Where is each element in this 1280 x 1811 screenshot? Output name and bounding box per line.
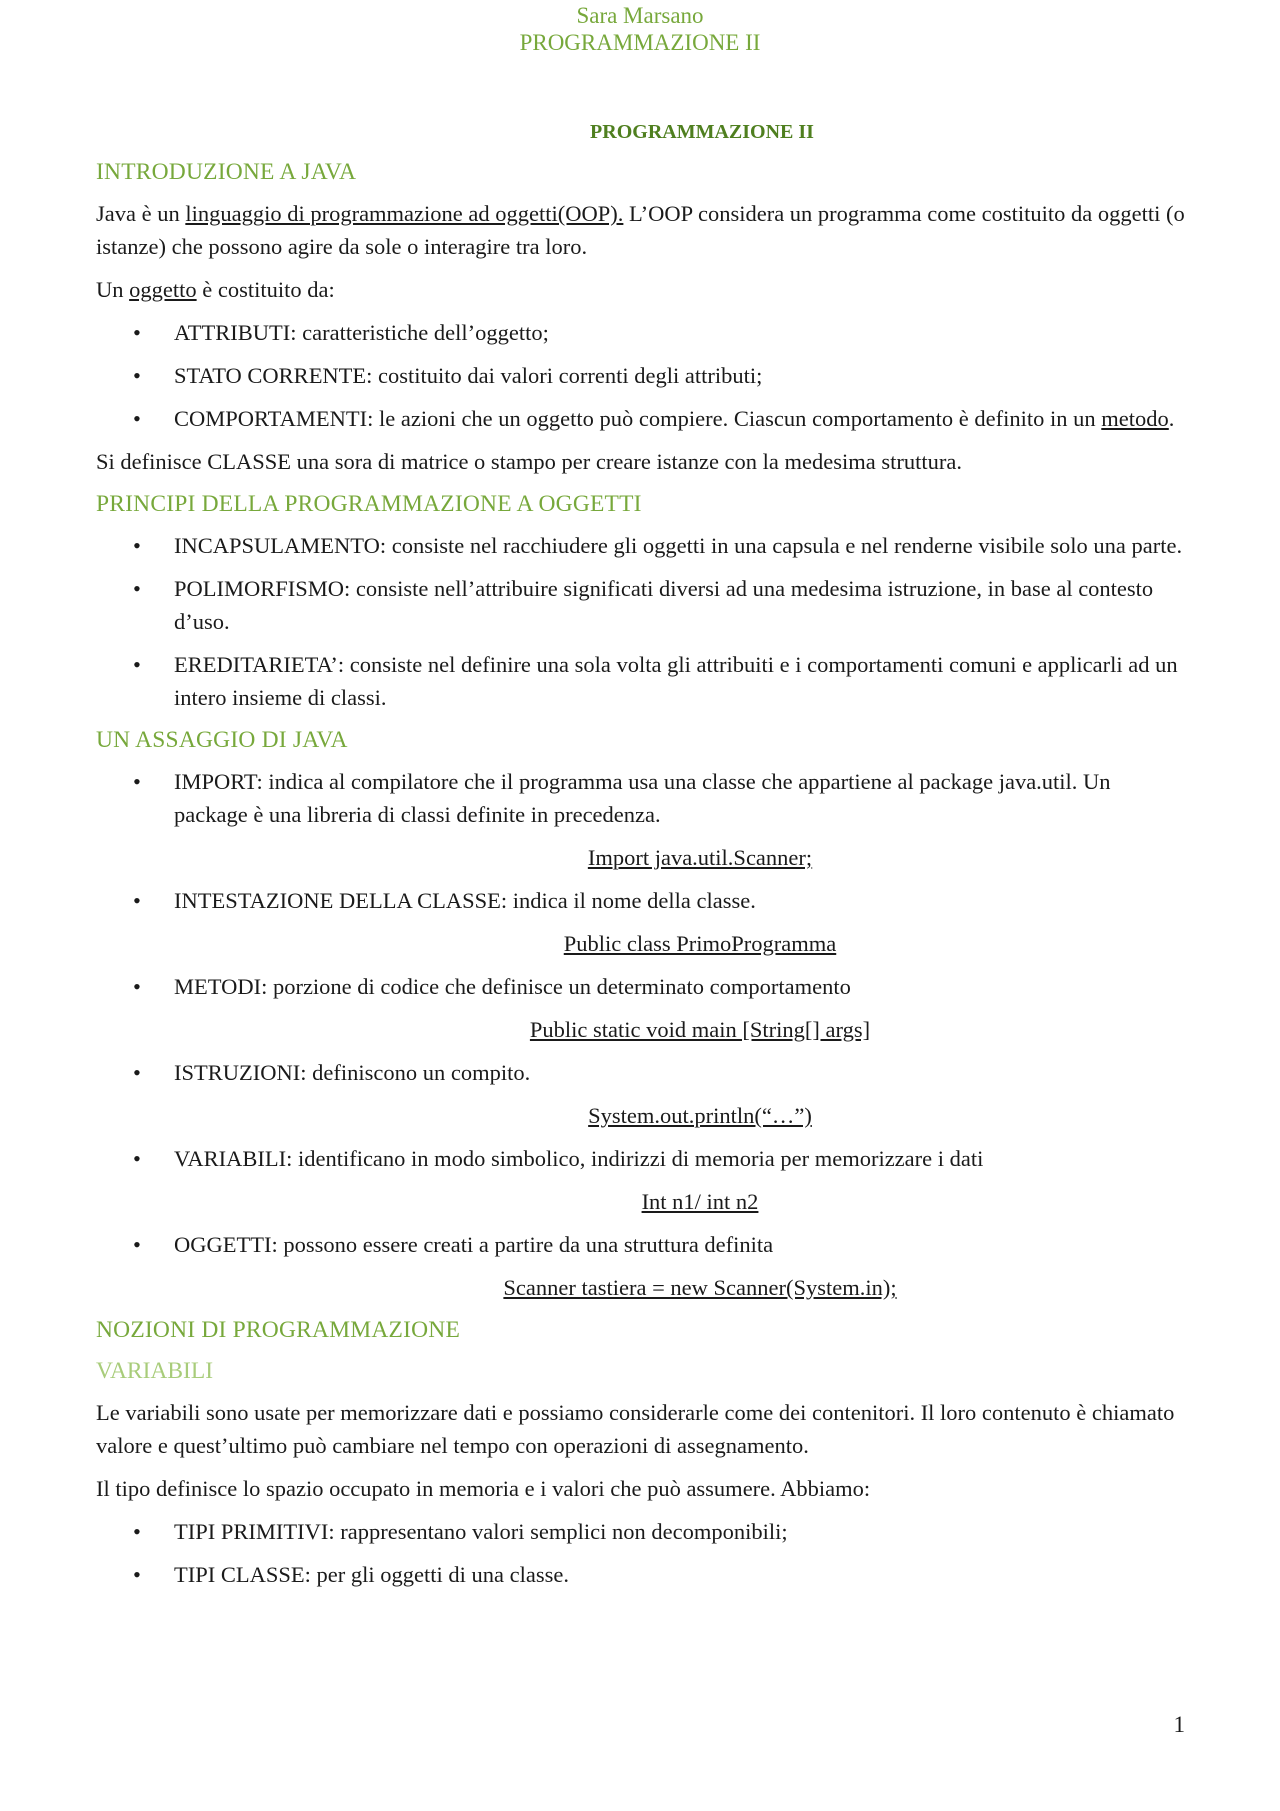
intro-p1-before: Java è un [96,201,186,226]
bullet-glyph: • [133,1146,141,1171]
list-item [96,884,1188,917]
code-example-text: Scanner tastiera = new Scanner(System.in); [503,1275,897,1300]
page-number: 1 [1173,1712,1185,1737]
code-example-text: Int n1/ int n2 [641,1189,759,1214]
list-item [96,970,1188,1003]
intro-paragraph-2 [96,273,1188,306]
list-item-text: METODI: porzione di codice che definisce un determinato comportamento [174,974,851,999]
code-example [96,1099,1188,1132]
list-item [96,1558,1188,1591]
bullet-glyph: • [133,406,141,431]
list-item-text: POLIMORFISMO: consiste nell’attribuire significati diversi ad una medesima istruzione, in base al contesto d’uso. [174,576,1154,634]
variables-paragraph-2: Il tipo definisce lo spazio occupato in memoria e i valori che può assumere. Abbiamo: [96,1476,871,1501]
list-item-text: TIPI CLASSE: per gli oggetti di una classe. [174,1562,569,1587]
intro-p2-underlined: oggetto [129,277,197,302]
java-elements-list [96,1228,1188,1261]
code-example [96,841,1188,874]
header-course: PROGRAMMAZIONE II [519,30,761,55]
list-item-text: IMPORT: indica al compilatore che il programma usa una classe che appartiene al package java.util. Un package è una libreria di classi definite in precedenza. [174,769,1111,827]
java-elements-list [96,1056,1188,1089]
bullet-glyph: • [133,1232,141,1257]
list-item [96,648,1188,714]
intro-paragraph-1 [96,197,1188,263]
header-author: Sara Marsano [576,3,704,28]
intro-p1-underlined: linguaggio di programmazione ad oggetti(OOP). [185,201,624,226]
code-example [96,927,1188,960]
code-example-text: Public class PrimoProgramma [563,931,837,956]
object-components-list [96,316,1188,435]
list-item [96,402,1188,435]
code-example-text: Public static void main [String[] args] [529,1017,871,1042]
bullet-glyph: • [133,576,141,601]
code-example [96,1185,1188,1218]
bullet-glyph: • [133,652,141,677]
list-item-underlined: metodo [1101,406,1169,431]
intro-paragraph-3: Si definisce CLASSE una sora di matrice o stampo per creare istanze con la medesima struttura. [96,449,962,474]
list-item [96,1056,1188,1089]
list-item-text: VARIABILI: identificano in modo simbolico, indirizzi di memoria per memorizzare i dati [174,1146,984,1171]
bullet-glyph: • [133,974,141,999]
java-elements-list [96,970,1188,1003]
document-body [96,118,1188,1601]
list-item [96,765,1188,831]
list-item [96,1142,1188,1175]
list-item [96,1515,1188,1548]
list-item-text: ISTRUZIONI: definiscono un compito. [174,1060,531,1085]
subsection-heading-variables: VARIABILI [96,1358,214,1384]
list-item-text: INCAPSULAMENTO: consiste nel racchiudere gli oggetti in una capsula e nel renderne visibile solo una parte. [174,533,1183,558]
java-elements-list [96,884,1188,917]
bullet-glyph: • [133,1562,141,1587]
list-item-text: STATO CORRENTE: costituito dai valori correnti degli attributi; [174,363,763,388]
variables-paragraph-1: Le variabili sono usate per memorizzare dati e possiamo considerarle come dei contenitori. Il loro contenuto è chiamato valore e quest’ultimo può cambiare nel tempo con operazioni di assegnamento. [96,1400,1175,1458]
java-elements-list [96,1142,1188,1175]
list-item [96,316,1188,349]
running-header [0,2,1280,56]
bullet-glyph: • [133,363,141,388]
principles-list [96,529,1188,714]
list-item [96,359,1188,392]
intro-p2-after: è costituito da: [196,277,335,302]
section-heading-intro: INTRODUZIONE A JAVA [96,159,357,185]
section-heading-notions: NOZIONI DI PROGRAMMAZIONE [96,1317,461,1343]
code-example [96,1013,1188,1046]
bullet-glyph: • [133,320,141,345]
list-item-text: INTESTAZIONE DELLA CLASSE: indica il nome della classe. [174,888,756,913]
list-item-text-before: COMPORTAMENTI: le azioni che un oggetto può compiere. Ciascun comportamento è definito in un [174,406,1102,431]
bullet-glyph: • [133,1519,141,1544]
list-item [96,529,1188,562]
section-heading-principles: PRINCIPI DELLA PROGRAMMAZIONE A OGGETTI [96,491,642,517]
intro-p1-after: L’OOP considera un programma come costituito da oggetti (o istanze) che possono agire da sole o interagire tra loro. [96,201,1185,259]
list-item-text: OGGETTI: possono essere creati a partire da una struttura definita [174,1232,774,1257]
code-example [96,1271,1188,1304]
intro-p2-before: Un [96,277,130,302]
list-item [96,572,1188,638]
java-elements-list [96,765,1188,831]
code-example-text: System.out.println(“…”) [588,1103,812,1128]
section-heading-taste: UN ASSAGGIO DI JAVA [96,727,348,753]
list-item-text-after: . [1168,406,1175,431]
bullet-glyph: • [133,1060,141,1085]
bullet-glyph: • [133,533,141,558]
list-item [96,1228,1188,1261]
bullet-glyph: • [133,888,141,913]
types-list [96,1515,1188,1591]
list-item-text: EREDITARIETA’: consiste nel definire una sola volta gli attribuiti e i comportamenti comuni e applicarli ad un intero insieme di classi. [174,652,1178,710]
bullet-glyph: • [133,769,141,794]
document-title: PROGRAMMAZIONE II [590,121,814,143]
code-example-text: Import java.util.Scanner; [587,845,813,870]
list-item-text: TIPI PRIMITIVI: rappresentano valori semplici non decomponibili; [174,1519,788,1544]
list-item-text: ATTRIBUTI: caratteristiche dell’oggetto; [174,320,549,345]
